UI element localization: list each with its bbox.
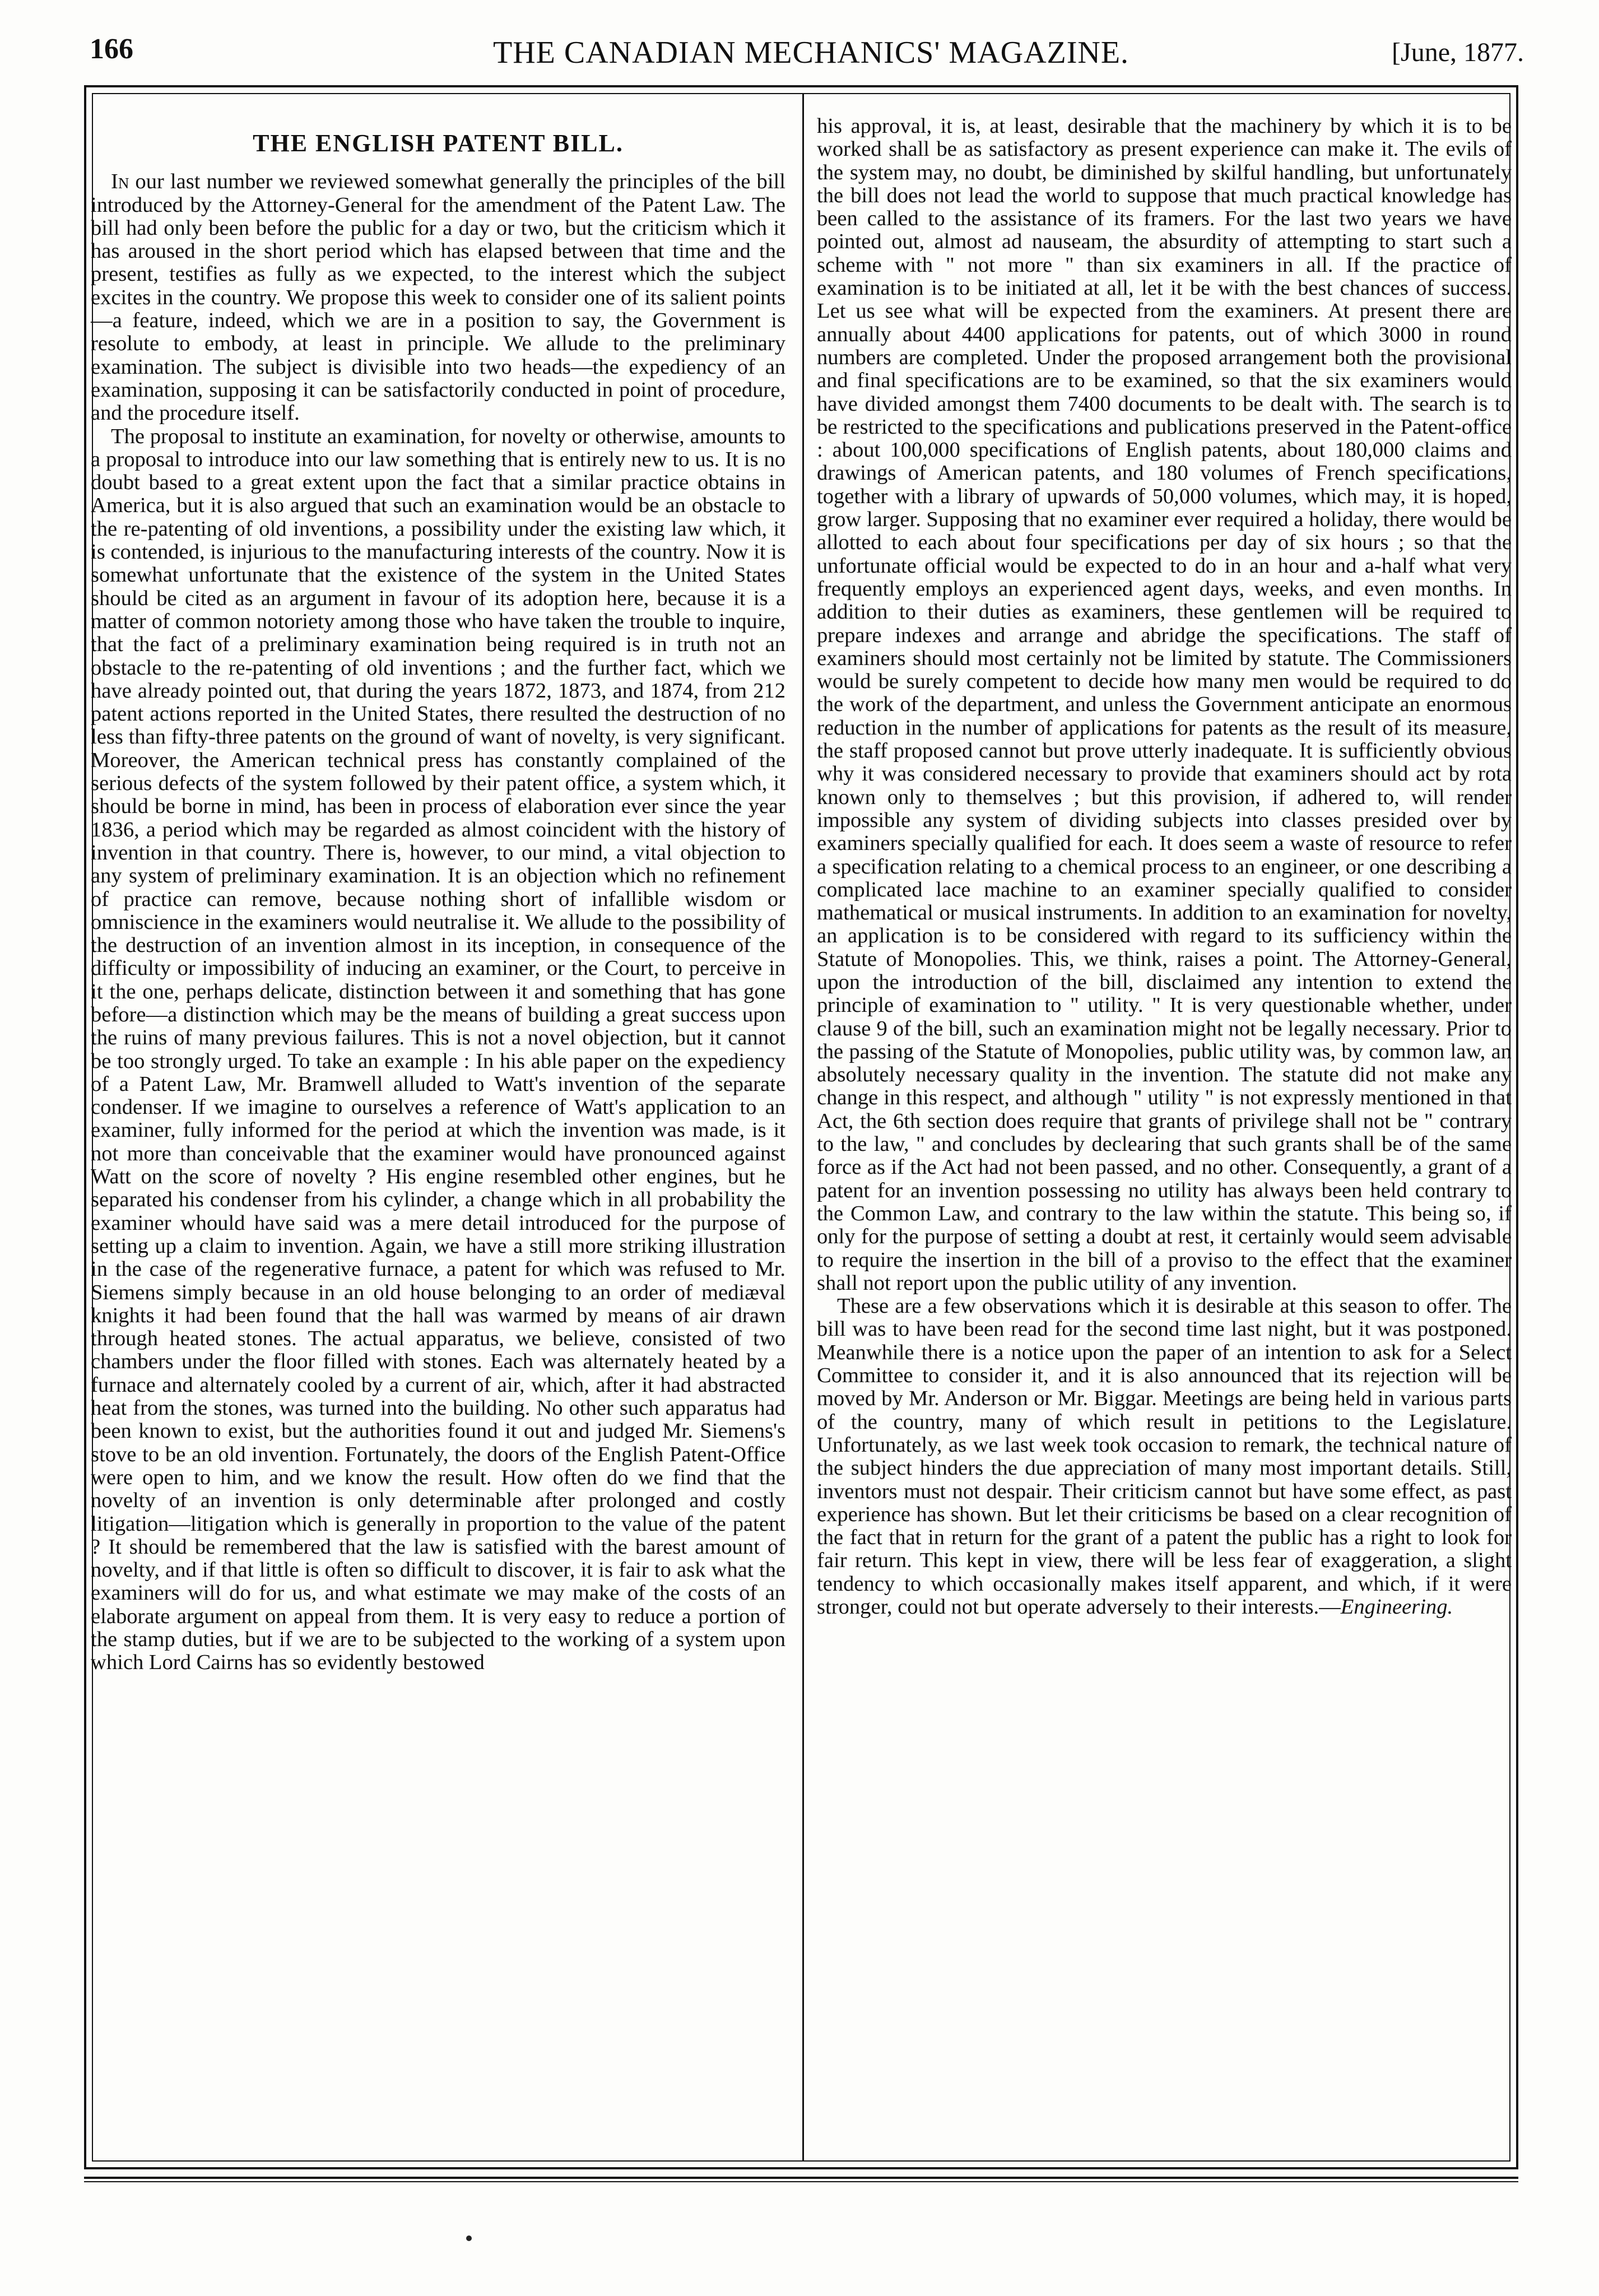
magazine-title: THE CANADIAN MECHANICS' MAGAZINE. [493,35,1129,70]
paragraph: The proposal to institute an examination, for novelty or otherwise, amounts to a proposal to introduce into our law something that is entirely new to us. It is no doubt based to a great extent upon the fact that a similar practice obtains in America, but it is also argued that such an examination would be an obstacle to the re-patenting of old inventions, a possibility under the existing law which, it is contended, is injurious to the manufacturing interests of the country. Now it is somewhat unfortunate that the existence of the system in the United States should be cited as an argument in favour of its adoption here, because it is a matter of common notoriety among those who have taken the trouble to inquire, that the fact of a preliminary examination being required is in truth not an obstacle to the re-patenting of old inventions ; and the further fact, which we have already pointed out, that during the years 1872, 1873, and 1874, from 212 patent actions reported in the United States, there resulted the destruction of no less than fifty-three patents on the ground of want of novelty, is very significant. Moreover, the American technical press has constantly complained of the serious defects of the system followed by their patent office, a system which, it should be borne in mind, has been in process of elaboration ever since the year 1836, a period which may be regarded as almost coincident with the history of invention in that country. There is, however, to our mind, a vital objection to any system of preliminary examination. It is an objection which no refinement of practice can remove, because nothing short of infallible wisdom or omniscience in the examiners would neutralise it. We allude to the possibility of the destruction of an invention almost in its inception, in consequence of the difficulty or impossibility of inducing an examiner, or the Court, to perceive in it the one, perhaps delicate, distinction between it and something that has gone before—a distinction which may be the means of building a great success upon the ruins of many previous failures. This is not a novel objection, but it cannot be too strongly urged. To take an example : In his able paper on the expediency of a Patent Law, Mr. Bramwell alluded to Watt's invention of the separate condenser. If we imagine to ourselves a reference of Watt's application to an examiner, fully informed for the period at which the invention was made, is it not more than conceivable that the examiner would have pronounced against Watt on the score of novelty ? His engine resembled other engines, but he separated his condenser from his cylinder, a change which in all probability the examiner whould have said was a mere detail introduced for the purpose of setting up a claim to invention. Again, we have a still more striking illustration in the case of the regenerative furnace, a patent for which was refused to Mr. Siemens simply because in an old house belonging to an order of mediæval knights it had been found that the hall was warmed by means of air drawn through heated stones. The actual apparatus, we believe, consisted of two chambers under the floor filled with stones. Each was alternately heated by a furnace and alternately cooled by a current of air, which, after it had abstracted heat from the stones, was turned into the building. No other such apparatus had been known to exist, but the authorities found it out and judged Mr. Siemens's stove to be an old invention. Fortunately, the doors of the English Patent-Office were open to him, and we know the result. How often do we find that the novelty of an invention is only determinable after prolonged and costly litigation—litigation which is generally in proportion to the value of the patent ? It should be remembered that the law is satisfied with the barest amount of novelty, and if that little is often so difficult to discover, it is fair to ask what the examiners will do for us, and what estimate we may make of the costs of an elaborate argument on appeal from them. It is very easy to reduce a portion of the stamp duties, but if we are to be subjected to the working of a system upon which Lord Cairns has so evidently bestowed [91,424,785,1675]
page-header [90,32,1524,72]
opening-word: In [111,170,129,194]
column-divider [802,93,804,2160]
right-column [817,115,1512,1619]
bottom-rule [84,2177,1518,2182]
source-attribution: Engineering. [1340,1595,1453,1619]
left-column [91,115,785,1675]
paragraph [817,1295,1512,1619]
printing-mark [466,2235,472,2241]
paragraph [91,170,785,425]
paragraph: his approval, it is, at least, desirable that the machinery by which it is to be worked shall be as satisfactory as present experience can make it. The evils of the system may, no doubt, be diminished by skilful handling, but unfortunately the bill does not lead the world to suppose that much practical knowledge has been called to the assistance of its framers. For the last two years we have pointed out, almost ad nauseam, the absurdity of attempting to start such a scheme with " not more " than six examiners in all. If the practice of examination is to be initiated at all, let it be with the best chances of success. Let us see what will be expected from the examiners. At present there are annually about 4400 applications for patents, out of which 3000 in round numbers are completed. Under the proposed arrangement both the provisional and final specifications are to be examined, so that the six examiners would have divided amongst them 7400 documents to be dealt with. The search is to be restricted to the specifications and publications preserved in the Patent-office : about 100,000 specifications of English patents, about 180,000 claims and drawings of American patents, and 180 volumes of French specifications, together with a library of upwards of 50,000 volumes, which may, it is hoped, grow larger. Supposing that no examiner ever required a holiday, there would be allotted to each about four specifications per day of six hours ; so that the unfortunate official would be expected to do in an hour and a-half what very frequently employs an experienced agent days, weeks, and even months. In addition to their duties as examiners, these gentlemen will be required to prepare indexes and arrange and abridge the specifications. The staff of examiners should most certainly not be limited by statute. The Commissioners would be surely competent to decide how many men would be required to do the work of the department, and unless the Government anticipate an enormous reduction in the number of applications for patents as the result of its measure, the staff proposed cannot but prove utterly inadequate. It is sufficiently obvious why it was considered necessary to provide that examiners should act by rota known only to themselves ; but this provision, if adhered to, will render impossible any system of dividing subjects into classes presided over by examiners specially qualified for each. It does seem a waste of resource to refer a specification relating to a chemical process to an engineer, or one describing a complicated lace machine to an examiner specially qualified to consider mathematical or musical instruments. In addition to an examination for novelty, an application is to be considered with regard to its sufficiency within the Statute of Monopolies. This, we think, raises a point. The Attorney-General, upon the introduction of the bill, disclaimed any intention to extend the principle of examination to " utility. " It is very questionable whether, under clause 9 of the bill, such an examination might not be legally necessary. Prior to the passing of the Statute of Monopolies, public utility was, by common law, an absolutely necessary quality in the invention. The statute did not make any change in this respect, and although " utility " is not expressly mentioned in that Act, the 6th section does require that grants of privilege shall not be " contrary to the law, " and concludes by declearing that such grants shall be of the same force as if the Act had not been passed, and no other. Consequently, a grant of a patent for an invention possessing no utility has always been held contrary to the Common Law, and contrary to the law within the statute. This being so, if only for the purpose of setting a doubt at rest, it certainly would seem advisable to require the insertion in the bill of a proviso to the effect that the examiner shall not report upon the public utility of any invention. [817,114,1512,1295]
article-title: THE ENGLISH PATENT BILL. [253,129,624,157]
paragraph-text: our last number we reviewed somewhat generally the principles of the bill introduced by the Attorney-General for the amendment of the Patent Law. The bill had only been before the public for a day or two, but the criticism which it has aroused in the short period which has elapsed between that time and the present, testifies as fully as we expected, to the interest which the subject excites in the country. We propose this week to consider one of its salient points—a feature, indeed, which we are in a position to say, the Government is resolute to embody, at least in principle. We allude to the preliminary examination. The subject is divisible into two heads—the expediency of an examination, supposing it can be satisfactorily conducted in point of procedure, and the procedure itself. [91,170,785,425]
issue-date: [June, 1877. [1392,38,1524,67]
paragraph-text: These are a few observations which it is desirable at this season to offer. The bill was to have been read for the second time last night, but it was postponed. Meanwhile there is a notice upon the paper of an intention to ask for a Select Committee to consider it, and it is also announced that its rejection will be moved by Mr. Anderson or Mr. Biggar. Meetings are being held in various parts of the country, many of which result in petitions to the Legislature. Unfortunately, as we last week took occasion to remark, the technical nature of the subject hinders the due appreciation of many most important details. Still, inventors must not despair. Their criticism cannot but have some effect, as past experience has shown. But let their criticisms be based on a clear recognition of the fact that in return for the grant of a patent the public has a right to look for fair return. This kept in view, there will be less fear of exaggeration, a slight tendency to which occasionally makes itself apparent, and which, if it were stronger, could not but operate adversely to their interests.— [817,1294,1512,1619]
page-number: 166 [90,33,133,65]
